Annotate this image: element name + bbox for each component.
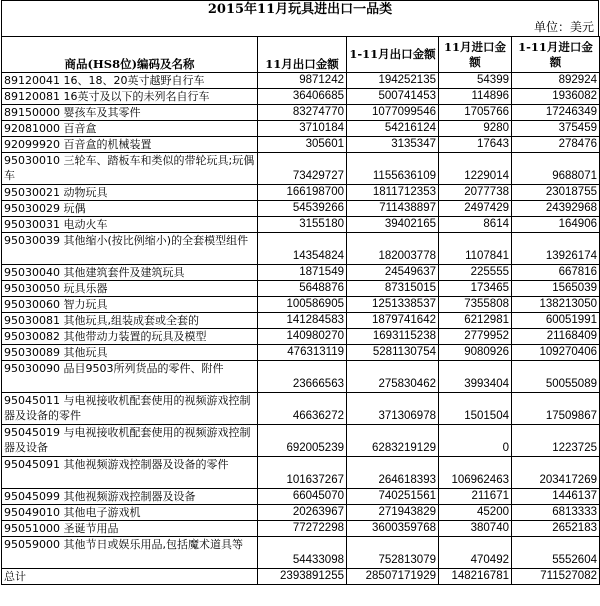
cell-nov-export: 20263967 [258,505,347,521]
cell-nov-export: 14354824 [258,233,347,265]
cell-ytd-import: 1223725 [512,425,600,457]
cell-ytd-export: 740251561 [347,489,439,505]
cell-nov-import: 211671 [439,489,512,505]
cell-nov-export: 305601 [258,137,347,153]
cell-nov-import: 1501504 [439,393,512,425]
cell-name: 95030039 其他缩小(按比例缩小)的全套模型组件 [2,233,258,265]
cell-ytd-export: 3135347 [347,137,439,153]
cell-nov-export: 476313119 [258,345,347,361]
cell-name: 92099920 百音盒的机械装置 [2,137,258,153]
table-row [2,345,600,361]
cell-nov-import: 0 [439,425,512,457]
data-table [1,36,600,585]
cell-nov-import: 1229014 [439,153,512,185]
cell-ytd-export: 1077099546 [347,105,439,121]
cell-nov-export: 692005239 [258,425,347,457]
cell-name: 95045091 其他视频游戏控制器及设备的零件 [2,457,258,489]
cell-nov-export: 54539266 [258,201,347,217]
table-row [2,73,600,89]
header-nov-import: 11月进口金额 [439,37,512,73]
cell-name: 95030040 其他建筑套件及建筑玩具 [2,265,258,281]
cell-ytd-import: 138213050 [512,297,600,313]
cell-ytd-import: 164906 [512,217,600,233]
cell-ytd-import: 17246349 [512,105,600,121]
cell-nov-import: 106962463 [439,457,512,489]
cell-ytd-export: 271943829 [347,505,439,521]
cell-nov-export: 1871549 [258,265,347,281]
cell-name: 89120041 16、18、20英寸越野自行车 [2,73,258,89]
table-row [2,393,600,425]
total-nov-import: 148216781 [439,569,512,585]
cell-ytd-import: 60051991 [512,313,600,329]
cell-ytd-export: 6283219129 [347,425,439,457]
table-row [2,89,600,105]
total-ytd-export: 28507171929 [347,569,439,585]
cell-nov-export: 9871242 [258,73,347,89]
cell-ytd-export: 275830462 [347,361,439,393]
cell-name: 95030010 三轮车、踏板车和类似的带轮玩具;玩偶车 [2,153,258,185]
header-nov-export: 11月出口金额 [258,37,347,73]
table-row [2,457,600,489]
cell-nov-import: 3993404 [439,361,512,393]
table-row [2,185,600,201]
cell-ytd-import: 892924 [512,73,600,89]
cell-name: 95051000 圣诞节用品 [2,521,258,537]
cell-ytd-export: 1693115238 [347,329,439,345]
cell-nov-export: 3710184 [258,121,347,137]
table-row [2,105,600,121]
total-name: 总计 [2,569,258,585]
cell-nov-import: 173465 [439,281,512,297]
cell-nov-import: 6212981 [439,313,512,329]
header-ytd-import: 1-11月进口金额 [512,37,600,73]
cell-nov-export: 141284583 [258,313,347,329]
cell-name: 95030082 其他带动力装置的玩具及模型 [2,329,258,345]
cell-ytd-export: 752813079 [347,537,439,569]
cell-ytd-import: 24392968 [512,201,600,217]
cell-ytd-export: 1155636109 [347,153,439,185]
cell-ytd-import: 23018755 [512,185,600,201]
table-row [2,217,600,233]
cell-ytd-import: 9688071 [512,153,600,185]
cell-ytd-export: 1879741642 [347,313,439,329]
cell-name: 95030050 玩具乐器 [2,281,258,297]
cell-ytd-import: 50055089 [512,361,600,393]
cell-name: 95045011 与电视接收机配套使用的视频游戏控制器及设备的零件 [2,393,258,425]
total-nov-export: 2393891255 [258,569,347,585]
cell-ytd-export: 711438897 [347,201,439,217]
cell-ytd-export: 264618393 [347,457,439,489]
cell-nov-import: 1705766 [439,105,512,121]
table-row [2,137,600,153]
cell-nov-export: 3155180 [258,217,347,233]
cell-ytd-import: 6813333 [512,505,600,521]
table-row [2,121,600,137]
cell-nov-import: 114896 [439,89,512,105]
table-row [2,201,600,217]
cell-ytd-export: 1811712353 [347,185,439,201]
cell-nov-export: 101637267 [258,457,347,489]
cell-name: 95049010 其他电子游戏机 [2,505,258,521]
table-title: 2015年11月玩具进出口一品类 [1,0,599,19]
total-row [2,569,600,585]
table-row [2,329,600,345]
cell-name: 95030081 其他玩具,组装成套或全套的 [2,313,258,329]
cell-nov-import: 380740 [439,521,512,537]
cell-nov-export: 23666563 [258,361,347,393]
cell-nov-export: 54433098 [258,537,347,569]
cell-ytd-import: 13926174 [512,233,600,265]
cell-ytd-export: 5281130754 [347,345,439,361]
cell-nov-export: 100586905 [258,297,347,313]
cell-ytd-import: 21168409 [512,329,600,345]
cell-name: 95030060 智力玩具 [2,297,258,313]
cell-name: 95045099 其他视频游戏控制器及设备 [2,489,258,505]
cell-ytd-export: 182003778 [347,233,439,265]
cell-name: 89150000 婴孩车及其零件 [2,105,258,121]
cell-nov-export: 5648876 [258,281,347,297]
cell-nov-import: 8614 [439,217,512,233]
cell-nov-import: 17643 [439,137,512,153]
cell-nov-export: 46636272 [258,393,347,425]
cell-ytd-import: 17509867 [512,393,600,425]
cell-nov-import: 2077738 [439,185,512,201]
cell-ytd-export: 500741453 [347,89,439,105]
cell-nov-import: 9080926 [439,345,512,361]
cell-name: 92081000 百音盒 [2,121,258,137]
spreadsheet [1,0,599,585]
cell-nov-export: 140980270 [258,329,347,345]
cell-ytd-import: 375459 [512,121,600,137]
cell-ytd-export: 24549637 [347,265,439,281]
cell-ytd-import: 1936082 [512,89,600,105]
cell-nov-import: 45200 [439,505,512,521]
cell-nov-import: 9280 [439,121,512,137]
cell-name: 89120081 16英寸及以下的未列名自行车 [2,89,258,105]
table-row [2,297,600,313]
cell-name: 95030090 品目9503所列货品的零件、附件 [2,361,258,393]
table-row [2,505,600,521]
cell-nov-import: 470492 [439,537,512,569]
cell-name: 95030031 电动火车 [2,217,258,233]
cell-ytd-import: 109270406 [512,345,600,361]
table-row [2,281,600,297]
cell-nov-import: 54399 [439,73,512,89]
cell-nov-import: 225555 [439,265,512,281]
unit-label: 单位：美元 [1,19,599,36]
cell-ytd-import: 1446137 [512,489,600,505]
header-ytd-export: 1-11月出口金额 [347,37,439,73]
table-row [2,521,600,537]
cell-nov-import: 7355808 [439,297,512,313]
cell-ytd-import: 1565039 [512,281,600,297]
cell-nov-export: 73429727 [258,153,347,185]
cell-ytd-export: 1251338537 [347,297,439,313]
table-body [2,73,600,585]
cell-nov-export: 77272298 [258,521,347,537]
table-row [2,361,600,393]
cell-name: 95030021 动物玩具 [2,185,258,201]
cell-nov-import: 2779952 [439,329,512,345]
table-row [2,153,600,185]
cell-nov-export: 83274770 [258,105,347,121]
cell-ytd-import: 5552604 [512,537,600,569]
table-row [2,537,600,569]
cell-nov-export: 166198700 [258,185,347,201]
cell-ytd-export: 371306978 [347,393,439,425]
cell-ytd-import: 2652183 [512,521,600,537]
cell-name: 95030029 玩偶 [2,201,258,217]
cell-ytd-export: 39402165 [347,217,439,233]
table-row [2,313,600,329]
cell-nov-import: 1107841 [439,233,512,265]
cell-nov-import: 2497429 [439,201,512,217]
cell-nov-export: 66045070 [258,489,347,505]
cell-name: 95045019 与电视接收机配套使用的视频游戏控制器及设备 [2,425,258,457]
cell-ytd-import: 667816 [512,265,600,281]
table-row [2,265,600,281]
cell-ytd-export: 54216124 [347,121,439,137]
cell-ytd-export: 3600359768 [347,521,439,537]
cell-ytd-export: 194252135 [347,73,439,89]
cell-ytd-import: 278476 [512,137,600,153]
cell-name: 95059000 其他节日或娱乐用品,包括魔术道具等 [2,537,258,569]
cell-name: 95030089 其他玩具 [2,345,258,361]
total-ytd-import: 711527082 [512,569,600,585]
cell-ytd-export: 87315015 [347,281,439,297]
table-row [2,425,600,457]
table-row [2,233,600,265]
header-name: 商品(HS8位)编码及名称 [2,37,258,73]
table-row [2,489,600,505]
cell-ytd-import: 203417269 [512,457,600,489]
cell-nov-export: 36406685 [258,89,347,105]
